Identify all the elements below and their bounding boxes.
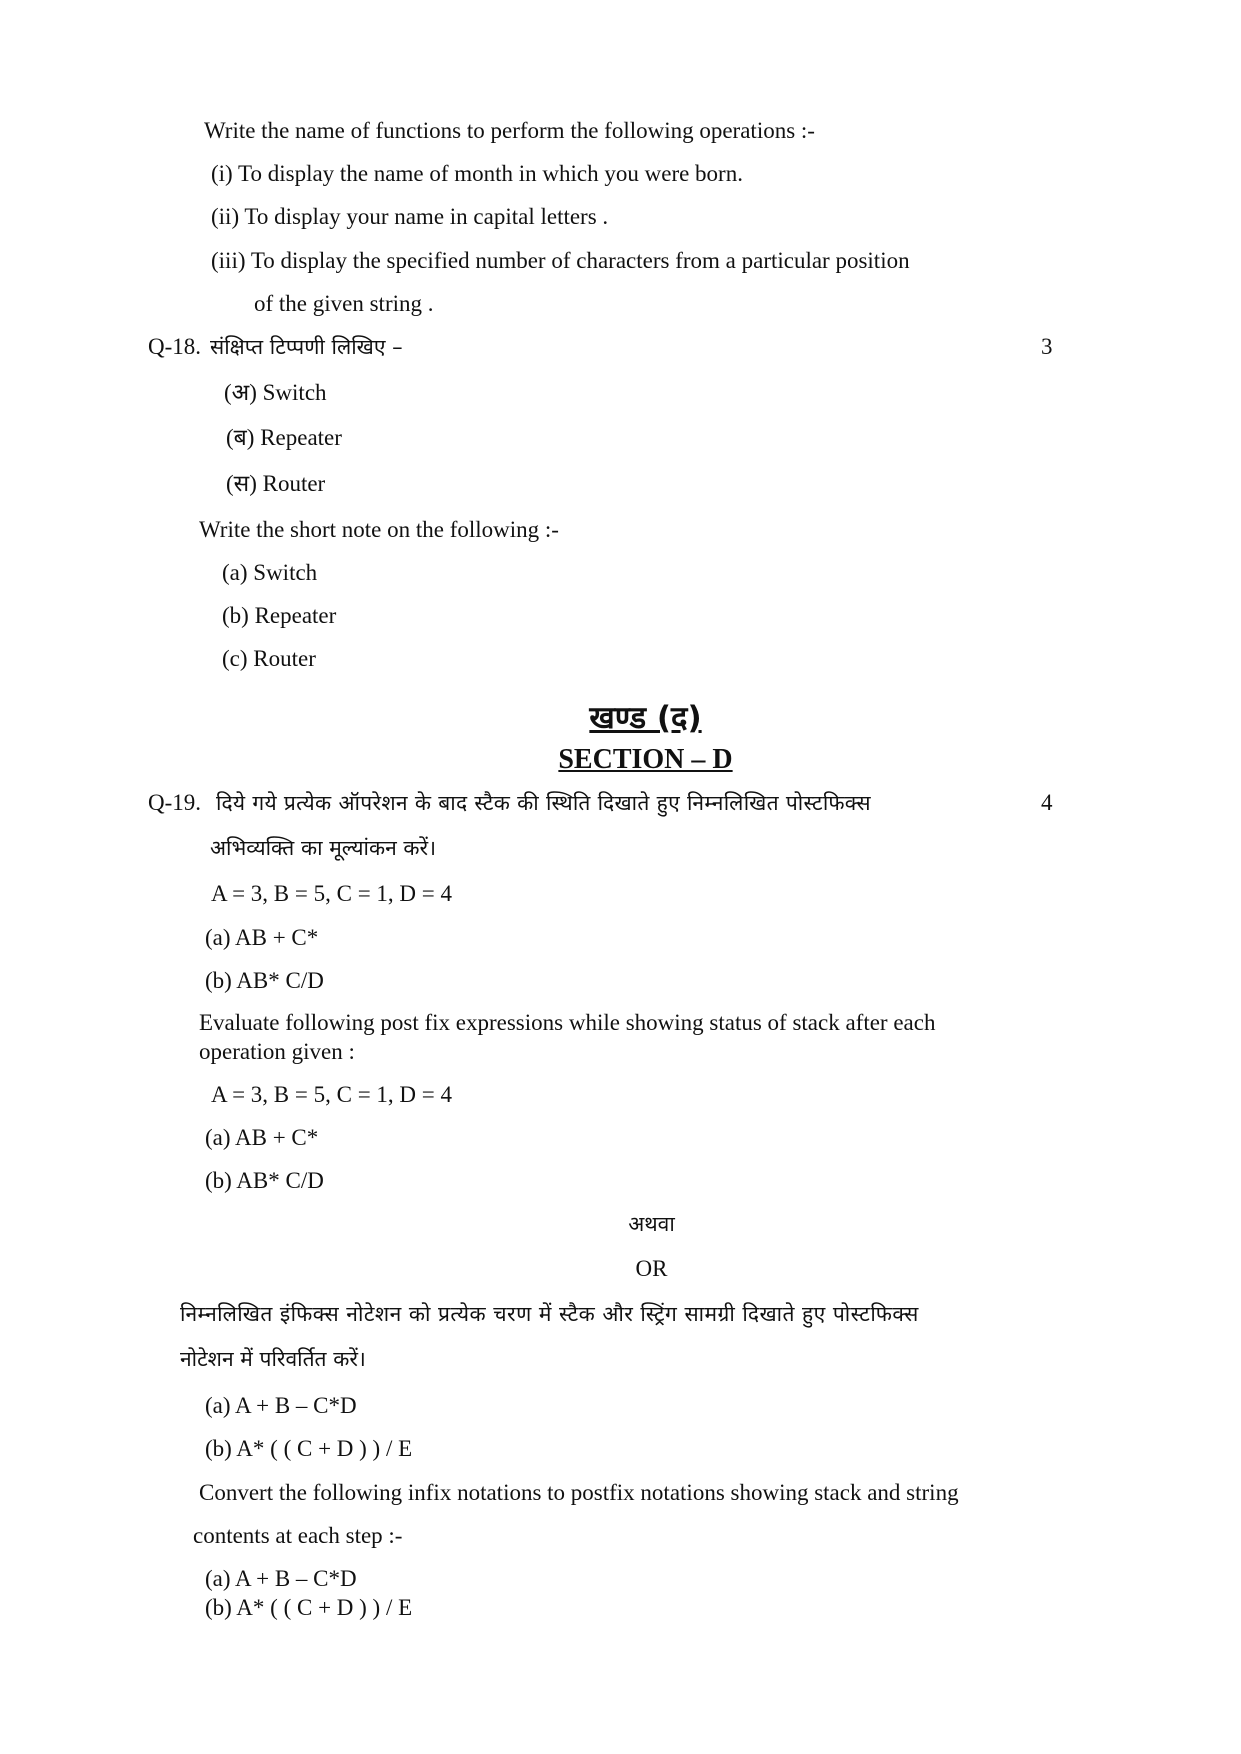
q18-marks: 3 [1041, 334, 1053, 359]
or-english: OR [635, 1256, 668, 1281]
q18-en-item-c: (c) Router [222, 646, 316, 671]
q19-expr-b-2: (b) AB* C/D [205, 1168, 324, 1193]
q19-label: Q-19. [148, 790, 202, 815]
q18-hindi-item-1: (अ) Switch [224, 380, 327, 405]
q18-en-item-b: (b) Repeater [222, 603, 337, 628]
q19-alt-en-line-1: Convert the following infix notations to postfix notations showing stack and string [199, 1480, 959, 1505]
q17-item-i: (i) To display the name of month in which you were born. [211, 161, 743, 186]
q19-values-2: A = 3, B = 5, C = 1, D = 4 [211, 1082, 453, 1107]
section-heading-english: SECTION – D [558, 744, 733, 775]
q19-expr-a-1: (a) AB + C* [205, 925, 319, 950]
q19-hindi-line-1: दिये गये प्रत्येक ऑपरेशन के बाद स्टैक की स्थिति दिखाते हुए निम्नलिखित पोस्टफिक्स [216, 791, 871, 815]
q19-alt-hindi-line-1: निम्नलिखित इंफिक्स नोटेशन को प्रत्येक चरण में स्टैक और स्ट्रिंग सामग्री दिखाते हुए पोस्टफिक्स [180, 1302, 919, 1326]
q18-hindi-prompt: संक्षिप्त टिप्पणी लिखिए – [210, 335, 403, 359]
q17-item-ii: (ii) To display your name in capital letters . [211, 204, 609, 229]
q19-alt-b-1: (b) A* ( ( C + D ) ) / E [205, 1436, 413, 1461]
q19-alt-en-line-2: contents at each step :- [193, 1523, 403, 1548]
q19-alt-a-1: (a) A + B – C*D [205, 1393, 357, 1418]
q19-marks: 4 [1041, 790, 1053, 815]
q19-values-1: A = 3, B = 5, C = 1, D = 4 [211, 881, 453, 906]
q18-hindi-item-3: (स) Router [226, 471, 326, 496]
q18-hindi-item-2: (ब) Repeater [226, 425, 342, 450]
q19-hindi-line-2: अभिव्यक्ति का मूल्यांकन करें। [210, 836, 437, 860]
q19-expr-b-1: (b) AB* C/D [205, 968, 324, 993]
q19-en-line-1: Evaluate following post fix expressions while showing status of stack after each [199, 1010, 936, 1035]
q17-item-iii: (iii) To display the specified number of characters from a particular position [211, 248, 910, 273]
or-hindi: अथवा [628, 1212, 675, 1236]
q19-alt-b-2: (b) A* ( ( C + D ) ) / E [205, 1595, 413, 1620]
q19-en-line-2: operation given : [199, 1039, 355, 1064]
q19-alt-hindi-line-2: नोटेशन में परिवर्तित करें। [180, 1347, 366, 1371]
q19-expr-a-2: (a) AB + C* [205, 1125, 319, 1150]
q18-label: Q-18. [148, 334, 202, 359]
q18-en-item-a: (a) Switch [222, 560, 318, 585]
q18-en-prompt: Write the short note on the following :- [199, 517, 559, 542]
q19-alt-a-2: (a) A + B – C*D [205, 1566, 357, 1591]
q17-item-iii-cont: of the given string . [254, 291, 434, 316]
section-heading-hindi: खण्ड (द) [589, 700, 702, 736]
q17-intro: Write the name of functions to perform the following operations :- [204, 118, 815, 143]
